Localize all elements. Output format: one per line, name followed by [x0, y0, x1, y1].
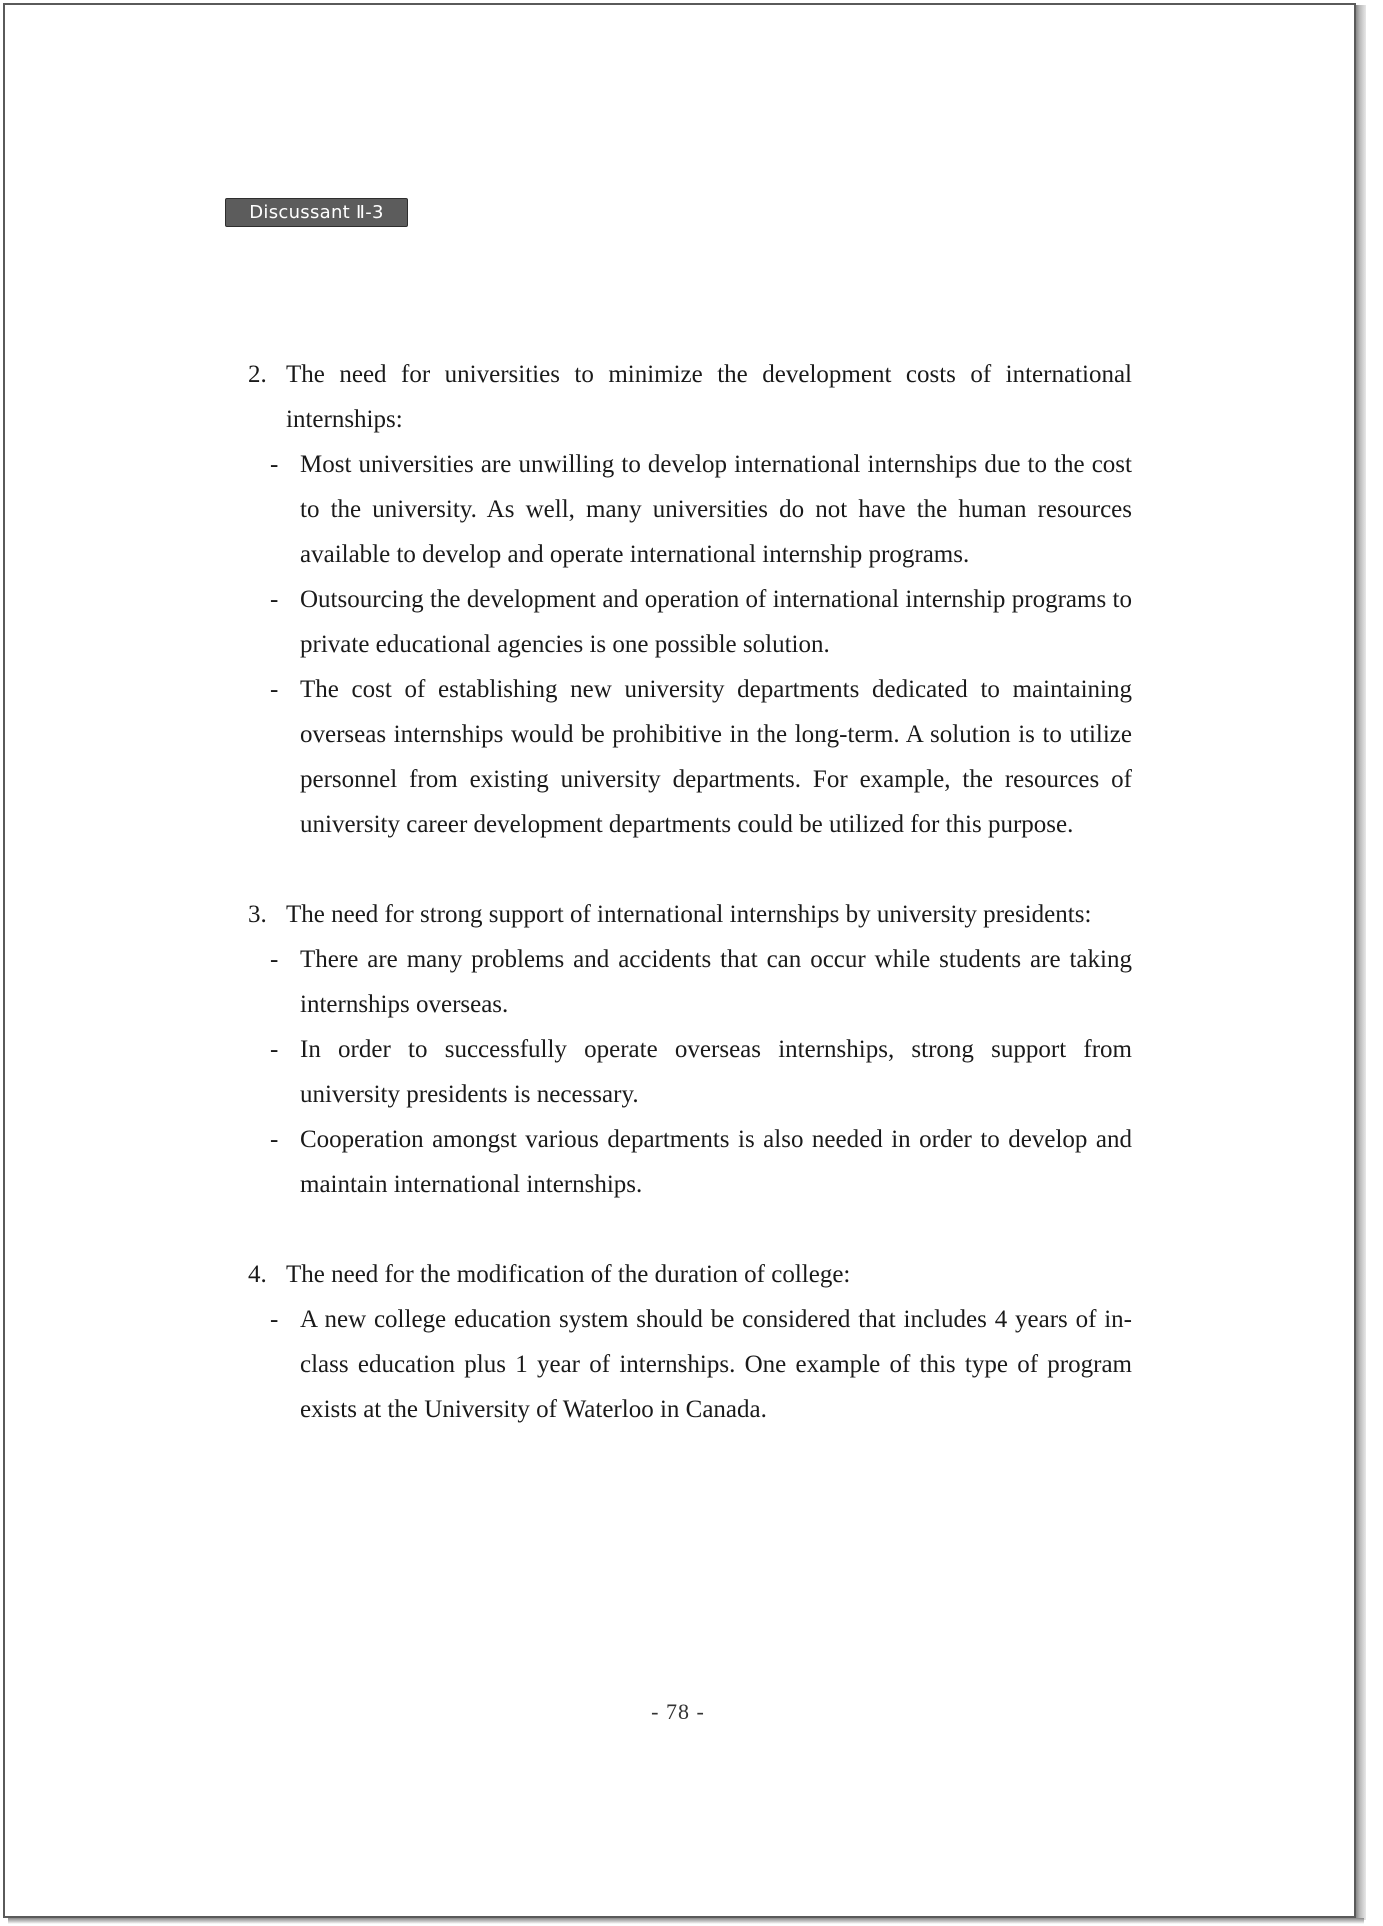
page-shadow-right: [1356, 5, 1366, 1920]
bullet-item: [248, 1027, 1132, 1117]
bullet-text: Outsourcing the development and operation of international internship programs to private educational agencies is one possible solution.: [300, 586, 1132, 658]
bullet-item: [248, 577, 1132, 667]
bullet-text: There are many problems and accidents that can occur while students are taking internships overseas.: [300, 946, 1132, 1018]
section-title: The need for universities to minimize the development costs of international internships:: [286, 361, 1132, 433]
section-heading: [248, 892, 1132, 937]
bullet-marker: -: [270, 451, 279, 478]
bullet-text: The cost of establishing new university departments dedicated to maintaining overseas internships would be prohibitive in the long-term. A solution is to utilize personnel from existing university departments. For example, the resources of university career development departments could be utilized for this purpose.: [300, 676, 1132, 838]
bullet-text: A new college education system should be considered that includes 4 years of in-class education plus 1 year of internships. One example of this type of program exists at the University of Waterloo in Canada.: [300, 1306, 1132, 1423]
bullet-item: [248, 442, 1132, 577]
bullet-marker: -: [270, 676, 279, 703]
bullet-item: [248, 1297, 1132, 1432]
bullet-marker: -: [270, 946, 279, 973]
section-heading: [248, 1252, 1132, 1297]
page-shadow-bottom: [8, 1918, 1364, 1924]
bullet-marker: -: [270, 1306, 279, 1333]
bullet-item: [248, 667, 1132, 847]
page-number: - 78 -: [651, 1699, 705, 1724]
bullet-item: [248, 1117, 1132, 1207]
section-number: 3.: [248, 901, 267, 928]
section-4: [248, 1252, 1132, 1432]
section-header-tag: Discussant Ⅱ-3: [225, 198, 408, 227]
section-title: The need for the modification of the duration of college:: [286, 1261, 851, 1288]
bullet-text: Cooperation amongst various departments is also needed in order to develop and maintain international internships.: [300, 1126, 1132, 1198]
bullet-text: In order to successfully operate overseas internships, strong support from university presidents is necessary.: [300, 1036, 1132, 1108]
bullet-marker: -: [270, 1126, 279, 1153]
section-number: 4.: [248, 1261, 267, 1288]
section-number: 2.: [248, 361, 267, 388]
section-2: [248, 352, 1132, 847]
section-title: The need for strong support of international internships by university presidents:: [286, 901, 1092, 928]
section-3: [248, 892, 1132, 1207]
section-heading: [248, 352, 1132, 442]
bullet-marker: -: [270, 1036, 279, 1063]
bullet-item: [248, 937, 1132, 1027]
bullet-text: Most universities are unwilling to develop international internships due to the cost to the university. As well, many universities do not have the human resources available to develop and operate international internship programs.: [300, 451, 1132, 568]
document-body: [248, 352, 1132, 1432]
bullet-marker: -: [270, 586, 279, 613]
